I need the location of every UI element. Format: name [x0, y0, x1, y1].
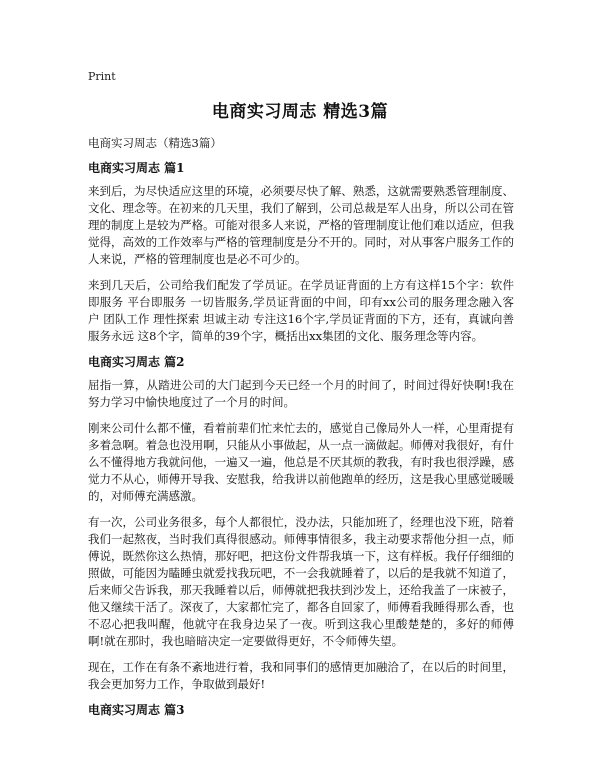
- paragraph: 来到几天后，公司给我们配发了学员证。在学员证背面的上方有这样15个字：软件即服务 平台即服务 一切皆服务,学员证背面的中间，印有xx公司的服务理念融入客户 团队工作 理性探索 坦诚主动 专注这16个字,学员证背面的下方，还有，真诚向善 服务永远 这8个字，简单的39个字，概括出xx集团的文化、服务理念等内容。: [88, 278, 514, 343]
- section-heading-3: 电商实习周志 篇3: [88, 703, 185, 717]
- section-heading-1: 电商实习周志 篇1: [88, 161, 185, 175]
- paragraph: 来到后，为尽快适应这里的环境，必须要尽快了解、熟悉，这就需要熟悉管理制度、文化、理念等。在初来的几天里，我们了解到，公司总裁是军人出身，所以公司在管理的制度上是较为严格。可能对很多人来说，严格的管理制度让他们难以适应，但我觉得，高效的工作效率与严格的管理制度是分不开的。同时，对从事客户服务工作的人来说，严格的管理制度也是必不可少的。: [88, 184, 514, 266]
- section-heading-2: 电商实习周志 篇2: [88, 355, 185, 369]
- document-body: [88, 160, 514, 725]
- paragraph: 现在，工作在有条不紊地进行着，我和同事们的感情更加融洽了，在以后的时间里，我会更加努力工作，争取做到最好!: [88, 660, 514, 691]
- document-subtitle: 电商实习周志（精选3篇）: [88, 136, 222, 150]
- print-link[interactable]: Print: [88, 70, 116, 83]
- paragraph: 屈指一算，从踏进公司的大门起到今天已经一个月的时间了，时间过得好快啊!我在努力学习中愉快地度过了一个月的时间。: [88, 378, 514, 409]
- paragraph: 有一次，公司业务很多，每个人都很忙，没办法，只能加班了，经理也没下班，陪着我们一起熬夜，当时我们真得很感动。师傅事情很多，我主动要求帮他分担一点，师傅说，既然你这么热情，那好吧，把这份文件帮我填一下，这有样板。我仔仔细细的照做，可能因为瞌睡虫就爱找我玩吧，不一会我就睡着了，以后的是我就不知道了，后来师父告诉我，那天我睡着以后，师傅就把我扶到沙发上，还给我盖了一床被子，他又继续干活了。深夜了，大家都忙完了，都各自回家了，师傅看我睡得那么香，也不忍心把我叫醒，他就守在我身边呆了一夜。听到这我心里酸楚楚的，多好的师傅啊!就在那时，我也暗暗决定一定要做得更好，不令师傅失望。: [88, 515, 514, 648]
- paragraph: 刚来公司什么都不懂，看着前辈们忙来忙去的，感觉自己像局外人一样，心里甭提有多着急啊。着急也没用啊，只能从小事做起，从一点一滴做起。师傅对我很好，有什么不懂得地方我就问他，一遍又一遍，他总是不厌其烦的教我，有时我也很浮躁，感觉力不从心，师傅开导我、安慰我，给我讲以前他跑单的经历，这是我心里感觉暖暖的，对师傅充满感激。: [88, 421, 514, 503]
- page-title: 电商实习周志 精选3篇: [211, 102, 389, 122]
